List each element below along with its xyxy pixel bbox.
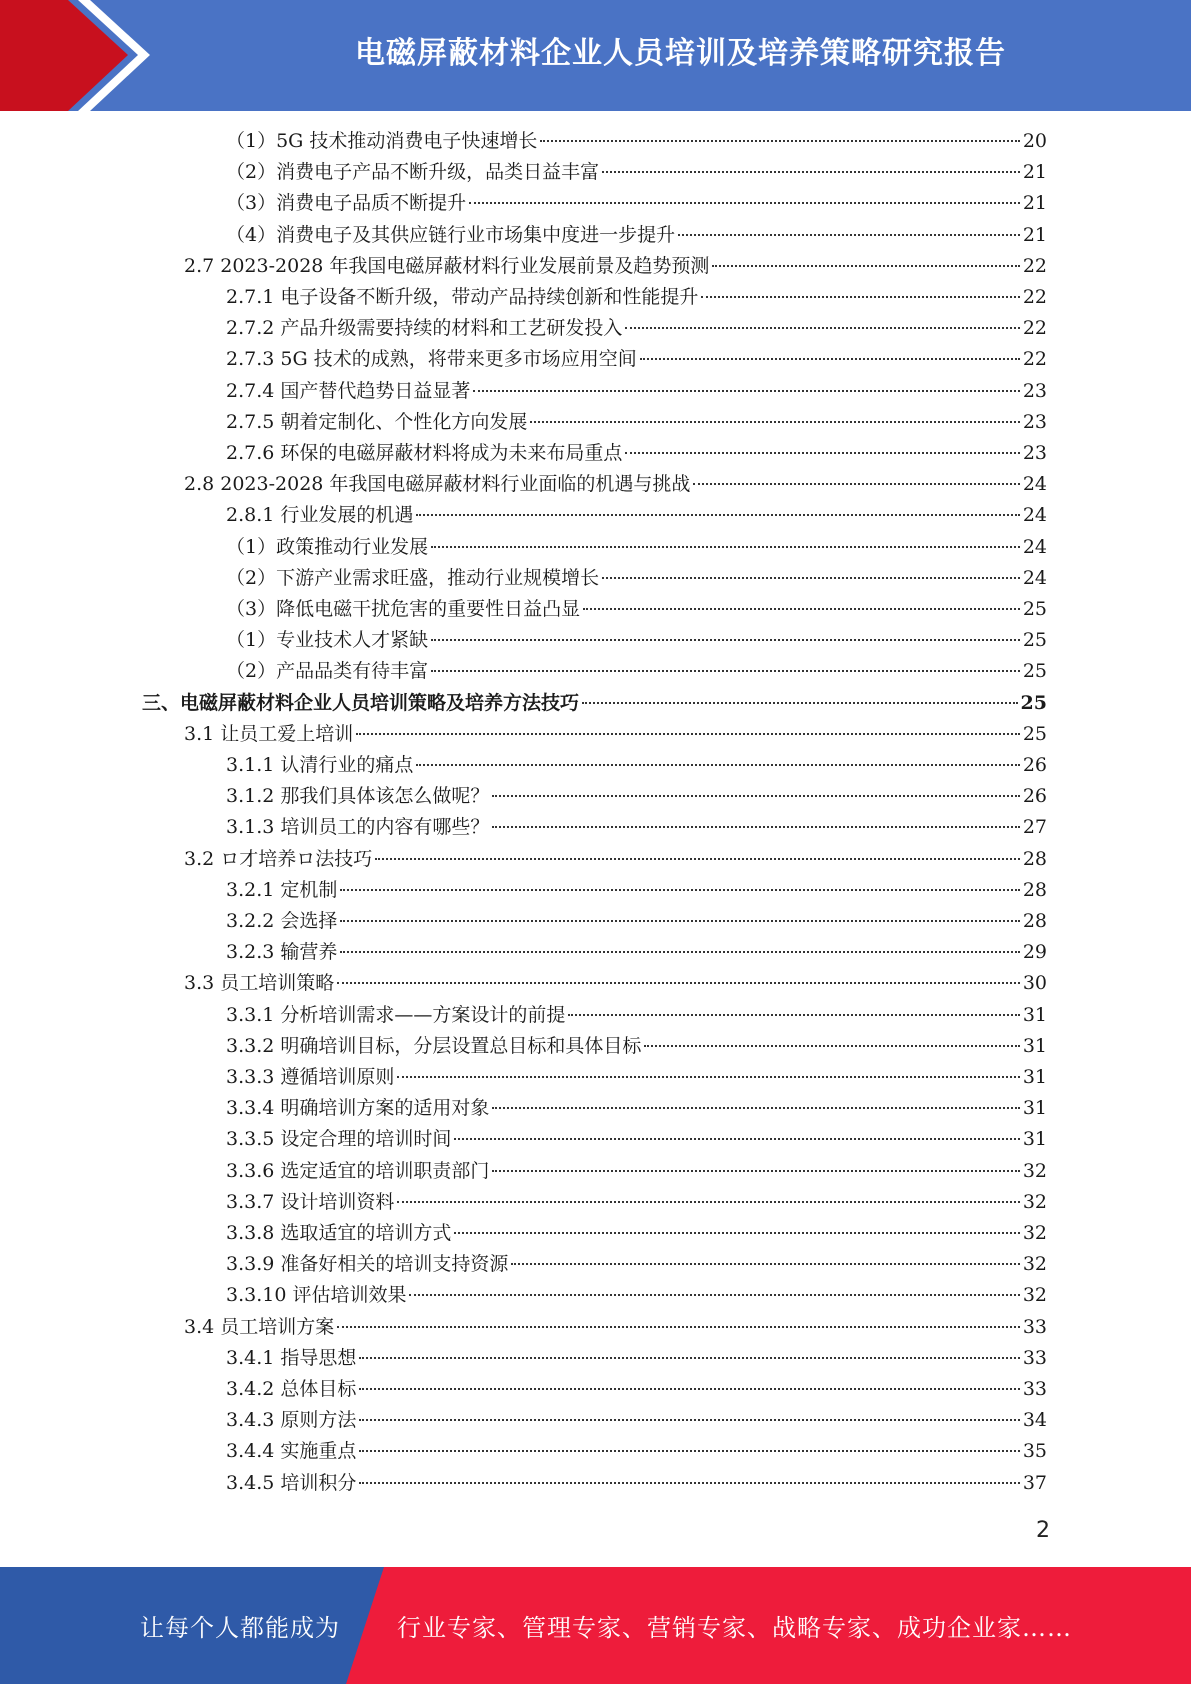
- toc-dot-leader: [625, 452, 1019, 454]
- toc-entry-page: 23: [1022, 379, 1047, 402]
- toc-entry[interactable]: [226, 937, 1047, 968]
- toc-entry[interactable]: [226, 220, 1047, 251]
- toc-entry-title: 3.3.2 明确培训目标，分层设置总目标和具体目标: [226, 1034, 642, 1057]
- toc-entry-title: 3.4 员工培训方案: [184, 1315, 335, 1338]
- toc-entry-page: 28: [1022, 847, 1047, 870]
- toc-entry[interactable]: [226, 126, 1047, 157]
- toc-entry-page: 25: [1022, 598, 1047, 620]
- toc-entry-page: 26: [1022, 754, 1047, 776]
- toc-entry-page: 33: [1022, 1315, 1047, 1338]
- toc-entry-title: 3.2 ロ才培养ロ法技巧: [184, 847, 373, 870]
- toc-entry-page: 22: [1022, 286, 1047, 308]
- toc-entry-title: 3.3.7 设计培训资料: [226, 1190, 395, 1213]
- toc-entry-page: 25: [1022, 722, 1047, 745]
- toc-entry-page: 24: [1022, 566, 1047, 589]
- toc-entry[interactable]: [226, 594, 1047, 625]
- toc-entry[interactable]: [184, 844, 1047, 875]
- toc-entry[interactable]: [226, 1374, 1047, 1405]
- page-footer: [0, 1567, 1191, 1684]
- toc-entry-title: （2）下游产业需求旺盛，推动行业规模增长: [226, 566, 600, 589]
- toc-entry[interactable]: [226, 1436, 1047, 1467]
- toc-entry[interactable]: [226, 376, 1047, 407]
- toc-dot-leader: [416, 764, 1019, 766]
- toc-dot-leader: [409, 1294, 1019, 1296]
- toc-entry-page: 25: [1022, 629, 1047, 652]
- toc-entry-page: 24: [1022, 504, 1047, 527]
- toc-dot-leader: [359, 1357, 1019, 1359]
- toc-dot-leader: [454, 1138, 1019, 1140]
- toc-entry[interactable]: [226, 407, 1047, 438]
- toc-dot-leader: [359, 1482, 1019, 1484]
- toc-entry-page: 20: [1022, 130, 1047, 152]
- toc-entry-page: 21: [1022, 192, 1047, 215]
- toc-entry[interactable]: [226, 781, 1047, 812]
- toc-dot-leader: [693, 483, 1019, 485]
- toc-entry-page: 23: [1022, 442, 1047, 464]
- toc-entry[interactable]: [226, 1062, 1047, 1093]
- toc-entry-page: 31: [1022, 1003, 1047, 1026]
- toc-entry-title: 3.4.2 总体目标: [226, 1378, 357, 1400]
- report-title: 电磁屏蔽材料企业人员培训及培养策略研究报告: [355, 36, 1006, 71]
- toc-entry-page: 28: [1022, 910, 1047, 932]
- toc-entry[interactable]: [226, 438, 1047, 469]
- toc-entry-page: 34: [1022, 1409, 1047, 1432]
- toc-dot-leader: [340, 920, 1019, 922]
- toc-entry-page: 25: [1022, 660, 1047, 683]
- toc-entry[interactable]: [184, 719, 1047, 750]
- page-header: [0, 0, 1191, 111]
- toc-entry-page: 26: [1022, 785, 1047, 808]
- toc-entry-title: 2.7.2 产品升级需要持续的材料和工艺研发投入: [226, 317, 623, 340]
- toc-dot-leader: [375, 858, 1020, 860]
- toc-entry-title: 3.1.1 认清行业的痛点: [226, 754, 414, 776]
- toc-entry-title: 3.3.5 设定合理的培训时间: [226, 1128, 452, 1151]
- toc-entry-title: 3.4.3 原则方法: [226, 1409, 357, 1432]
- toc-entry-page: 27: [1022, 816, 1047, 839]
- toc-entry-title: 3.3.1 分析培训需求——方案设计的前提: [226, 1003, 566, 1026]
- toc-entry-title: 3.1 让员工爱上培训: [184, 722, 354, 745]
- toc-dot-leader: [340, 889, 1019, 891]
- toc-entry-title: （4）消费电子及其供应链行业市场集中度进一步提升: [226, 223, 676, 246]
- toc-entry-page: 29: [1022, 941, 1047, 964]
- toc-entry-page: 35: [1022, 1440, 1047, 1463]
- toc-entry-page: 32: [1022, 1190, 1047, 1213]
- toc-entry[interactable]: [226, 875, 1047, 906]
- toc-entry-page: 31: [1022, 1034, 1047, 1057]
- toc-entry[interactable]: [226, 563, 1047, 594]
- toc-entry-page: 32: [1022, 1222, 1047, 1244]
- toc-entry-page: 30: [1022, 972, 1047, 995]
- toc-entry-title: 3.2.2 会选择: [226, 910, 338, 932]
- toc-entry[interactable]: [226, 532, 1047, 563]
- toc-entry-page: 37: [1022, 1471, 1047, 1494]
- toc-dot-leader: [397, 1201, 1019, 1203]
- toc-entry-title: 2.8 2023-2028 年我国电磁屏蔽材料行业面临的机遇与挑战: [184, 473, 691, 496]
- toc-entry[interactable]: [226, 344, 1047, 375]
- toc-dot-leader: [337, 1326, 1020, 1328]
- toc-entry-title: 2.7.6 环保的电磁屏蔽材料将成为未来布局重点: [226, 442, 623, 464]
- toc-entry-page: 28: [1022, 878, 1047, 901]
- toc-entry-page: 32: [1022, 1253, 1047, 1276]
- toc-entry-page: 31: [1022, 1066, 1047, 1088]
- toc-entry[interactable]: [226, 1124, 1047, 1155]
- toc-entry[interactable]: [226, 188, 1047, 219]
- toc-dot-leader: [644, 1045, 1019, 1047]
- toc-entry-page: 21: [1022, 161, 1047, 184]
- toc-entry-title: 3.1.3 培训员工的内容有哪些？: [226, 816, 490, 839]
- toc-entry-title: 3.3.6 选定适宜的培训职责部门: [226, 1159, 490, 1182]
- toc-entry-title: （1）政策推动行业发展: [226, 535, 429, 558]
- toc-entry[interactable]: [226, 656, 1047, 687]
- footer-slogan-left: 让每个人都能成为: [140, 1614, 340, 1642]
- toc-dot-leader: [473, 390, 1019, 392]
- toc-entry-title: 3.2.3 输营养: [226, 941, 338, 964]
- toc-entry-title: 3.3.10 评估培训效果: [226, 1284, 407, 1307]
- toc-dot-leader: [359, 1388, 1019, 1390]
- toc-entry[interactable]: [226, 1280, 1047, 1311]
- toc-entry-title: 2.8.1 行业发展的机遇: [226, 504, 414, 527]
- page-number: 2: [1036, 1518, 1050, 1543]
- toc-entry-title: 3.2.1 定机制: [226, 878, 338, 901]
- toc-entry-title: 2.7 2023-2028 年我国电磁屏蔽材料行业发展前景及趋势预测: [184, 254, 710, 277]
- toc-entry-title: （2）产品品类有待丰富: [226, 660, 429, 683]
- toc-entry[interactable]: [184, 251, 1047, 282]
- toc-entry-title: 3.3 员工培训策略: [184, 972, 335, 995]
- toc-entry-title: （2）消费电子产品不断升级，品类日益丰富: [226, 161, 600, 184]
- toc-entry[interactable]: [226, 1405, 1047, 1436]
- toc-dot-leader: [583, 608, 1020, 610]
- toc-dot-leader: [678, 234, 1020, 236]
- toc-entry-page: 21: [1022, 223, 1047, 246]
- toc-entry[interactable]: [226, 157, 1047, 188]
- toc-entry-page: 22: [1022, 254, 1047, 277]
- toc-entry-title: 3.3.4 明确培训方案的适用对象: [226, 1097, 490, 1120]
- toc-entry-title: 3.1.2 那我们具体该怎么做呢？: [226, 785, 490, 808]
- toc-entry-page: 23: [1022, 410, 1047, 433]
- toc-dot-leader: [359, 1450, 1019, 1452]
- toc-dot-leader: [431, 670, 1020, 672]
- toc-dot-leader: [397, 1076, 1019, 1078]
- toc-entry-title: 2.7.5 朝着定制化、个性化方向发展: [226, 410, 528, 433]
- toc-entry[interactable]: [226, 282, 1047, 313]
- toc-dot-leader: [511, 1263, 1019, 1265]
- toc-dot-leader: [469, 202, 1020, 204]
- toc-dot-leader: [568, 1014, 1019, 1016]
- toc-entry-page: 33: [1022, 1346, 1047, 1369]
- toc-entry-page: 22: [1022, 348, 1047, 371]
- toc-entry-page: 32: [1022, 1284, 1047, 1307]
- footer-slogan-right: 行业专家、管理专家、营销专家、战略专家、成功企业家……: [397, 1614, 1072, 1642]
- header-arrow-decoration: [0, 0, 160, 111]
- toc-dot-leader: [602, 171, 1020, 173]
- toc-entry[interactable]: [226, 1093, 1047, 1124]
- toc-entry-page: 31: [1022, 1097, 1047, 1120]
- toc-dot-leader: [492, 795, 1019, 797]
- toc-dot-leader: [431, 639, 1020, 641]
- toc-entry[interactable]: [226, 1187, 1047, 1218]
- toc-entry-page: 25: [1020, 691, 1047, 714]
- toc-dot-leader: [701, 296, 1019, 298]
- toc-entry-title: （3）降低电磁干扰危害的重要性日益凸显: [226, 598, 581, 620]
- toc-entry[interactable]: [226, 1000, 1047, 1031]
- toc-entry[interactable]: [184, 968, 1047, 999]
- toc-entry-title: 3.4.1 指导思想: [226, 1346, 357, 1369]
- toc-entry-title: 三、电磁屏蔽材料企业人员培训策略及培养方法技巧: [142, 691, 580, 714]
- toc-dot-leader: [492, 826, 1019, 828]
- toc-entry[interactable]: [226, 625, 1047, 656]
- toc-entry[interactable]: [226, 750, 1047, 781]
- toc-entry[interactable]: [226, 1218, 1047, 1249]
- toc-entry[interactable]: [226, 500, 1047, 531]
- toc-entry-title: 3.3.9 准备好相关的培训支持资源: [226, 1253, 509, 1276]
- toc-dot-leader: [337, 982, 1020, 984]
- toc-dot-leader: [359, 1419, 1019, 1421]
- toc-entry-page: 31: [1022, 1128, 1047, 1151]
- toc-entry-title: 2.7.3 5G 技术的成熟，将带来更多市场应用空间: [226, 348, 637, 371]
- toc-dot-leader: [492, 1170, 1019, 1172]
- toc-dot-leader: [431, 546, 1020, 548]
- toc-entry[interactable]: [226, 313, 1047, 344]
- toc-dot-leader: [340, 951, 1019, 953]
- toc-entry-page: 24: [1022, 473, 1047, 496]
- toc-entry[interactable]: [226, 1249, 1047, 1280]
- toc-dot-leader: [356, 733, 1020, 735]
- toc-entry-page: 24: [1022, 535, 1047, 558]
- toc-entry-title: 3.4.4 实施重点: [226, 1440, 357, 1463]
- toc-entry-title: 3.3.3 遵循培训原则: [226, 1066, 395, 1088]
- toc-entry-title: 3.4.5 培训积分: [226, 1471, 357, 1494]
- toc-entry-title: 3.3.8 选取适宜的培训方式: [226, 1222, 452, 1244]
- toc-entry[interactable]: [226, 906, 1047, 937]
- toc-entry-title: （1）专业技术人才紧缺: [226, 629, 429, 652]
- toc-dot-leader: [712, 265, 1019, 267]
- toc-entry-title: 2.7.1 电子设备不断升级，带动产品持续创新和性能提升: [226, 286, 699, 308]
- toc-entry-title: 2.7.4 国产替代趋势日益显著: [226, 379, 471, 402]
- toc-dot-leader: [625, 327, 1019, 329]
- toc-dot-leader: [582, 702, 1018, 704]
- toc-entry[interactable]: [184, 469, 1047, 500]
- toc-entry-page: 33: [1022, 1378, 1047, 1400]
- toc-entry[interactable]: [226, 1156, 1047, 1187]
- toc-dot-leader: [530, 421, 1019, 423]
- toc-entry[interactable]: [226, 1343, 1047, 1374]
- toc-dot-leader: [640, 358, 1020, 360]
- toc-dot-leader: [540, 140, 1019, 142]
- toc-entry[interactable]: [226, 1031, 1047, 1062]
- toc-dot-leader: [416, 514, 1019, 516]
- toc-dot-leader: [602, 577, 1020, 579]
- toc-entry-page: 32: [1022, 1159, 1047, 1182]
- toc-entry-title: （1）5G 技术推动消费电子快速增长: [226, 130, 538, 152]
- toc-entry[interactable]: [226, 812, 1047, 843]
- toc-dot-leader: [492, 1107, 1019, 1109]
- toc-entry[interactable]: [184, 1312, 1047, 1343]
- toc-entry[interactable]: [226, 1468, 1047, 1499]
- toc-entry-title: （3）消费电子品质不断提升: [226, 192, 467, 215]
- toc-entry[interactable]: [142, 688, 1047, 719]
- toc-entry-page: 22: [1022, 317, 1047, 340]
- toc-dot-leader: [454, 1232, 1019, 1234]
